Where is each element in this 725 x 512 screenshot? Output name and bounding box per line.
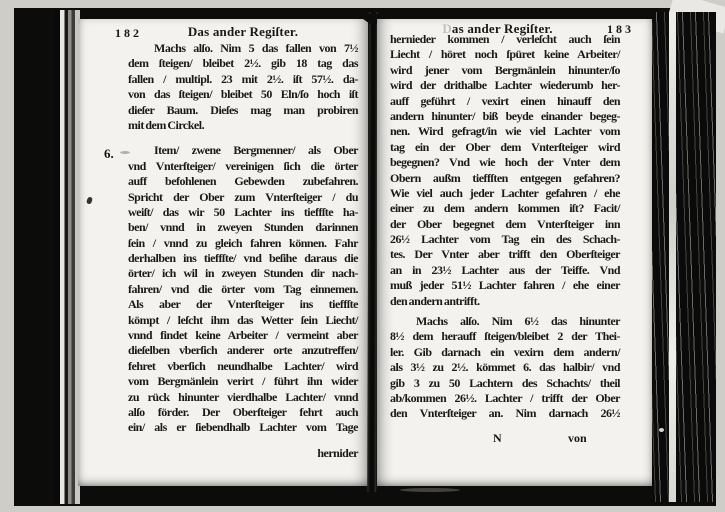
text-line: als 3½ zu 2½. kömmet 6. das halbir/ vnd: [390, 360, 620, 375]
text-line: hernieder kommen / verleſcht auch ſein: [390, 32, 620, 46]
catchword: hernider: [317, 445, 358, 460]
text-line: von das ſteigen/ bleibet 50 Eln/ſo hoch iſt: [128, 87, 358, 102]
text-line: der Ober begegnet dem Vnterſteiger inn: [390, 216, 620, 231]
text-line: Machs alſo. Nim 5 das fallen von 7½: [154, 41, 358, 55]
text-line: nen. Wird gefragt/in wie viel Lachter vom: [390, 124, 620, 139]
text-line: fehret vberſich neundhalbe Lachter/ wird: [128, 358, 358, 373]
text-line: ler. Gib darnach ein vexirn dem andern/: [390, 344, 620, 359]
text-line: muß jeder 51½ Lachter fahren / ehe einer: [390, 278, 620, 293]
text-line: tag ein der Ober dem Vnterſteiger wird: [390, 139, 620, 154]
scan-artifact: [400, 488, 460, 492]
faded-letter: D: [442, 21, 452, 36]
text-line: auff geführt / vexirt einen hinauff den: [390, 93, 620, 108]
text-line: Wie viel auch jeder Lachter gefahren / ehe: [390, 185, 620, 200]
text-line: ein/ als er ſiebendhalb Lachter vom Tage: [128, 420, 358, 435]
text-line: dem ſteigen/ bleibet 2½. gib 18 tag das: [128, 56, 358, 71]
text-line: begegnen? Vnd wie hoch der Vnter dem: [390, 155, 620, 170]
text-line: den andern antrifft.: [390, 293, 480, 308]
text-line: ſein / vnnd zu gleich fahren können. Fahr: [128, 235, 358, 250]
text-line: ab/kommen 26½. Lachter / trifft der Ober: [390, 390, 620, 405]
catchword: von: [568, 431, 587, 445]
page-number: 182: [115, 26, 142, 40]
text-line: 8½ dem herauff ſteigen/bleibet 2 der Thei-: [390, 329, 620, 344]
text-line: einer zu dem andern kommen iſt? Facit/: [390, 201, 620, 216]
signature-mark: N: [493, 431, 502, 445]
scan-artifact: [659, 428, 664, 432]
text-line: wird der drithalbe Lachter wiederumb her-: [390, 78, 620, 93]
page-edge-streaks-left: [54, 10, 80, 504]
text-line: ben/ vnnd in zweyen Stunden darinnen: [128, 220, 358, 235]
running-header: Das ander Regiſter.: [442, 21, 553, 36]
text-line: an in 23½ Lachter aus der Teiffe. Vnd: [390, 262, 620, 277]
page-number: 183: [607, 22, 634, 36]
text-line: Machs alſo. Nim 6½ das hinunter: [416, 314, 620, 329]
text-line: fallen / multipl. 23 mit 2½. iſt 57½. da-: [128, 71, 358, 86]
text-line: alſo förder. Der Oberſteiger fehrt auch: [128, 404, 358, 419]
signature-row: [390, 431, 620, 446]
text-line: Obern außm tieffſten entgegen gefahren?: [390, 170, 620, 185]
text-line: andern hinunter/ biß beyde einander begeg-: [390, 108, 620, 123]
text-line: den Vnterſteiger an. Nim darnach 26½: [390, 406, 620, 421]
text-line: Als aber der Vnterſteiger ins tieffſte: [128, 297, 358, 312]
text-line: Spricht der Ober zum Vnterſteiger / du: [128, 189, 358, 204]
text-line: 26½ Lachter vom Tag ein des Schach-: [390, 232, 620, 247]
text-line: kömpt / leſcht ihm das Wetter ſein Liecht/: [128, 312, 358, 327]
text-line: Item/ zwene Bergmenner/ als Ober: [154, 143, 358, 158]
text-line: mit dem Circkel.: [128, 117, 205, 132]
text-line: weiſt/ das wir 50 Lachter ins tieffſte ha-: [128, 204, 358, 219]
text-line: wird jener vom Bergmänlein hinunter/ſo: [390, 62, 620, 77]
text-line: dieſelben vberſich anderer orte anzutreffen/: [128, 343, 358, 358]
text-line: vnd Vnterſteiger/ vereinigen ſich die örter: [128, 158, 358, 173]
text-line: Liecht / höret noch ſpüret keine Arbeiter/: [390, 47, 620, 62]
text-line: vnnd findet keine Arbeiter / vermeint aber: [128, 328, 358, 343]
text-line: vom Bergmänlein verirt / führt ihn wider: [128, 374, 358, 389]
running-header: Das ander Regiſter.: [187, 24, 299, 39]
ink-speck: [120, 151, 130, 154]
text-line: zu rück hinunter vierdhalbe Lachter/ vnnd: [128, 389, 358, 404]
text-line: gib 3 zu 50 Lachtern des Schachts/ theil: [390, 375, 620, 390]
right-page: [377, 19, 652, 486]
text-line: örter/ ich wil in zweyen Stunden dir nach-: [128, 266, 358, 281]
section-number: 6.: [104, 146, 114, 161]
left-page: [78, 19, 368, 486]
text-line: auff befohlenen Gebewden zubefahren.: [128, 174, 358, 189]
text-line: tes. Der Vnter aber trifft den Oberſteiger: [390, 247, 620, 262]
scan-artifact: [669, 12, 676, 502]
text-line: derhalben ins tieffſte/ vnd beſihe daraus die: [128, 251, 358, 266]
text-line: dieſer Baum. Dieſes mag man probiren: [128, 102, 358, 117]
text-line: fahren/ vnd die örter vom Tag einnemen.: [128, 281, 358, 296]
